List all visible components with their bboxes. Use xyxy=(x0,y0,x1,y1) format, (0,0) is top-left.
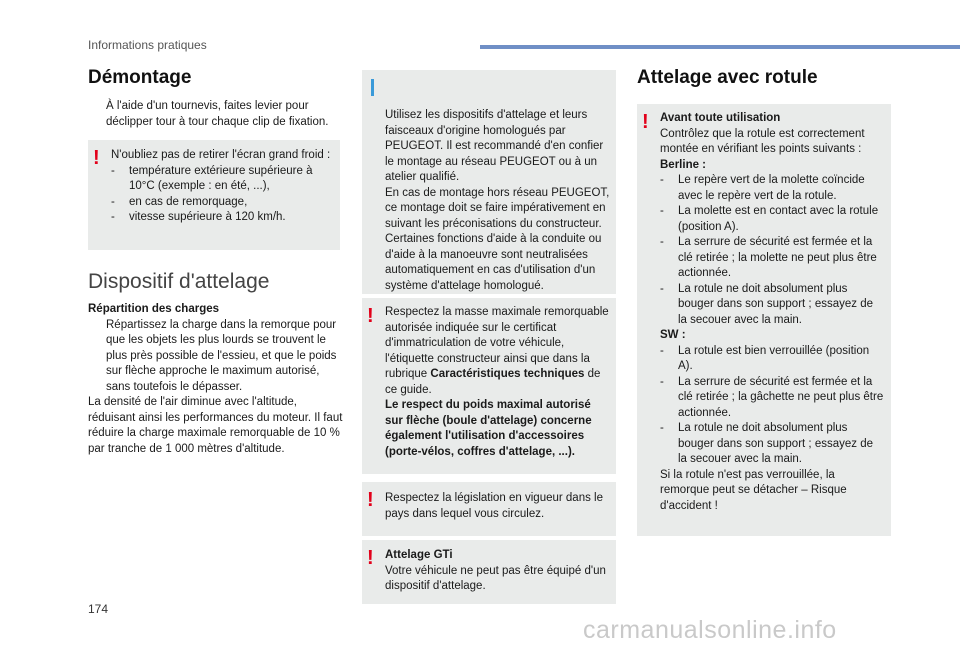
warning-title: Attelage GTi xyxy=(385,549,453,561)
list-item: Le repère vert de la molette coïncide avec le repère vert de la rotule. xyxy=(678,174,865,202)
page-number: 174 xyxy=(88,602,109,616)
warning-box-screen: ! N'oubliez pas de retirer l'écran grand froid : - température extérieure supérieure à 10°C (exemple : en été, ...), - en cas de remorquage, - vitesse supérieure à 120 km/h. xyxy=(88,140,340,250)
bullet-marker xyxy=(88,318,106,396)
list-item: La serrure de sécurité est fermée et la clé retirée ; la gâchette ne peut plus être actionnée. xyxy=(678,375,884,419)
bullet-demontage xyxy=(88,99,343,130)
heading-demontage: Démontage xyxy=(88,67,192,88)
info-icon xyxy=(371,79,374,96)
warning-icon: ! xyxy=(367,305,374,327)
warning-box-masse xyxy=(362,298,616,474)
warning-title: Avant toute utilisation xyxy=(660,112,781,124)
list-item: vitesse supérieure à 120 km/h. xyxy=(129,211,286,223)
info-box-attelage xyxy=(362,70,616,294)
warning-text: Respectez la législation en vigueur dans le pays dans lequel vous circulez. xyxy=(385,492,603,520)
warning-icon: ! xyxy=(93,147,100,169)
warning-outro: Si la rotule n'est pas verrouillée, la remorque peut se détacher – Risque d'accident ! xyxy=(660,468,847,512)
warning-box-gti xyxy=(362,540,616,604)
list-item: La rotule ne doit absolument plus bouger dans son support ; essayez de la secouer avec la main. xyxy=(678,422,873,465)
warning-icon: ! xyxy=(367,547,374,569)
paragraph-altitude: La densité de l'air diminue avec l'altitude, réduisant ainsi les performances du moteur. Il faut réduire la charge maximale remorquable de 10 % par tranche de 1 000 mètres d'altitude. xyxy=(88,396,343,455)
warning-text: Votre véhicule ne peut pas être équipé d'un dispositif d'attelage. xyxy=(385,564,606,592)
watermark: carmanualsonline.info xyxy=(583,616,837,644)
label-sw: SW : xyxy=(660,329,686,341)
bullet-text: À l'aide d'un tournevis, faites levier pour déclipper tour à tour chaque clip de fixation. xyxy=(106,100,329,128)
bullet-marker xyxy=(88,99,106,130)
info-text: Utilisez les dispositifs d'attelage et leurs faisceaux d'origine homologués par PEUGEOT. Il est recommandé d'en confier le montage au réseau PEUGEOT ou à un atelier qualifié. En cas de montage hors réseau PEUGEOT, ce montage doit se faire impérativement en suivant les préconisations du constructeur. Certaines fonctions d'aide à la conduite ou d'aide à la manoeuvre sont neutralisées automatiquement en cas d'utilisation d'un système d'attelage homologué. xyxy=(385,109,610,292)
warning-intro: N'oubliez pas de retirer l'écran grand froid : xyxy=(111,149,331,161)
warning-box-rotule: ! Avant toute utilisation Contrôlez que la rotule est correctement montée en vérifiant les points suivants : Berline : - Le repère vert de la molette coïncide avec le repère vert de la rotule. - La molette est en contact avec la rotule (position A). - La serrure de sécurité est fermée et la clé retirée ; la molette ne peut plus être actionnée. - La rotule ne doit absolument plus bouger dans son support ; essayez de la secouer avec la main. SW : - La rotule est bien verrouillée (position A). - La serrure de sécurité est fermée et la clé retirée ; la gâchette ne peut plus être actionnée. - La rotule ne doit absolument plus bouger dans son support ; essayez de la secouer avec la main. Si la rotule n'est pas verrouillée, la remorque peut se détacher – Risque d'accident ! xyxy=(637,104,891,536)
warning-bold: Le respect du poids maximal autorisé sur flèche (boule d'attelage) concerne également l'utilisation d'accessoires (porte-vélos, coffres d'attelage, ...). xyxy=(385,399,592,458)
charge-section xyxy=(88,302,343,457)
warning-icon: ! xyxy=(642,111,649,133)
warning-intro: Contrôlez que la rotule est correctement montée en vérifiant les points suivants : xyxy=(660,127,865,155)
warning-text: de ce guide. xyxy=(385,368,601,396)
list-item: en cas de remorquage, xyxy=(129,195,248,208)
warning-icon: ! xyxy=(367,489,374,511)
warning-text: Respectez la masse maximale remorquable autorisée indiquée sur le certificat d'immatriculation de votre véhicule, l'étiquette constructeur ainsi que dans la rubrique xyxy=(385,306,609,380)
list-item: La serrure de sécurité est fermée et la clé retirée ; la molette ne peut plus être actionnée. xyxy=(678,236,877,279)
list-item: La molette est en contact avec la rotule (position A). xyxy=(678,205,879,233)
header-rule xyxy=(480,45,960,49)
heading-attelage-rotule: Attelage avec rotule xyxy=(637,67,818,88)
warning-box-legislation xyxy=(362,482,616,536)
label-berline: Berline : xyxy=(660,158,707,171)
list-item: La rotule ne doit absolument plus bouger dans son support ; essayez de la secouer avec la main. xyxy=(678,282,873,326)
subheading-charges: Répartition des charges xyxy=(88,303,220,315)
section-header: Informations pratiques xyxy=(88,38,207,52)
list-item: température extérieure supérieure à 10°C (exemple : en été, ...), xyxy=(129,164,313,192)
bullet-text: Répartissez la charge dans la remorque pour que les objets les plus lourds se trouvent le plus près possible de l'essieu, et que le poids sur flèche approche le maximum autorisé, sans toutefois le dépasser. xyxy=(106,318,337,393)
heading-dispositif: Dispositif d'attelage xyxy=(88,270,270,293)
link-caracteristiques: Caractéristiques techniques xyxy=(430,368,585,380)
list-item: La rotule est bien verrouillée (position A). xyxy=(678,344,870,372)
